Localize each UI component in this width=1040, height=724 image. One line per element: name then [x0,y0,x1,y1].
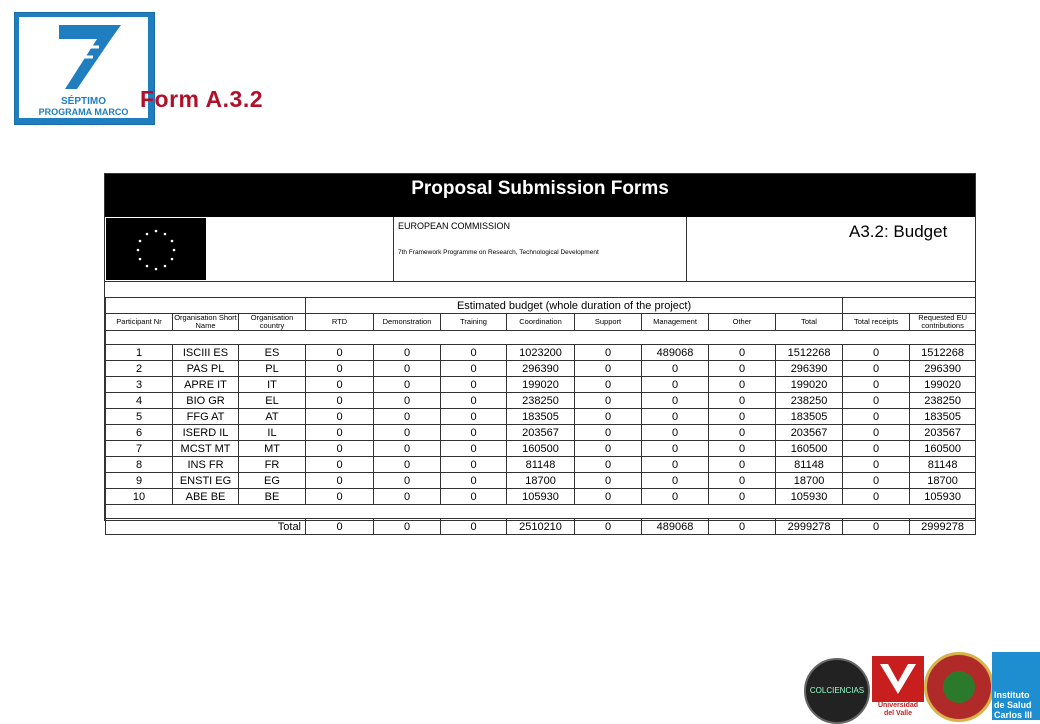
table-cell: IT [239,377,306,393]
isc-line2: de Salud [994,700,1032,710]
col-header: Demonstration [374,314,441,331]
table-cell: 0 [575,441,642,457]
table-cell: 18700 [910,473,976,489]
totals-row [106,519,976,535]
table-cell: 0 [441,377,507,393]
table-cell: 0 [441,441,507,457]
table-cell: 0 [709,489,776,505]
table-cell: 203567 [776,425,843,441]
table-cell: 296390 [910,361,976,377]
col-header: RTD [306,314,374,331]
table-cell: 4 [106,393,173,409]
table-cell: 0 [642,361,709,377]
table-cell: EL [239,393,306,409]
table-cell: 160500 [507,441,575,457]
table-cell: PAS PL [173,361,239,377]
table-cell: 105930 [776,489,843,505]
table-cell: 105930 [910,489,976,505]
table-cell: MCST MT [173,441,239,457]
budget-table [105,297,976,535]
table-row [106,457,976,473]
table-cell: 296390 [776,361,843,377]
univalle-line2: del Valle [883,710,913,717]
isc-line1: Instituto [994,690,1030,700]
table-cell: ABE BE [173,489,239,505]
table-row [106,409,976,425]
table-cell: 0 [374,377,441,393]
col-header: Total [776,314,843,331]
table-cell: 81148 [910,457,976,473]
table-cell: 0 [374,425,441,441]
univalle-text [868,702,928,718]
fp7-logo [14,12,155,125]
table-cell: 0 [843,361,910,377]
table-cell: 0 [306,473,374,489]
table-cell: 8 [106,457,173,473]
table-cell: 0 [374,473,441,489]
table-cell: 0 [306,377,374,393]
table-cell: 81148 [776,457,843,473]
table-row [106,473,976,489]
budget-title: A3.2: Budget [849,222,948,241]
table-cell: 18700 [507,473,575,489]
table-cell: 183505 [776,409,843,425]
col-header: Organisation country [239,314,306,331]
table-cell: 105930 [507,489,575,505]
total-cell: 489068 [642,519,709,535]
table-cell: 18700 [776,473,843,489]
table-cell: 0 [642,441,709,457]
table-cell: AT [239,409,306,425]
col-header: Participant Nr [106,314,173,331]
table-cell: 0 [306,409,374,425]
table-row [106,377,976,393]
table-cell: 10 [106,489,173,505]
table-cell: 0 [843,489,910,505]
estimated-budget-label: Estimated budget (whole duration of the project) [306,298,843,314]
table-row [106,345,976,361]
partner-logos [800,650,1040,720]
table-cell: 0 [441,361,507,377]
ec-info-box [393,217,687,281]
eu-flag-icon [106,218,206,280]
colciencias-logo: COLCIENCIAS [804,658,870,724]
table-cell: 7 [106,441,173,457]
table-cell: MT [239,441,306,457]
table-cell: 0 [642,457,709,473]
univalle-line1: Universidad [877,702,919,709]
table-cell: 0 [709,425,776,441]
table-cell: 0 [441,393,507,409]
table-cell: 0 [441,489,507,505]
table-cell: 0 [843,425,910,441]
table-cell: 1 [106,345,173,361]
table-cell: 203567 [507,425,575,441]
table-cell: 0 [642,409,709,425]
col-header: Organisation Short Name [174,313,237,330]
table-row [106,489,976,505]
table-cell: 81148 [507,457,575,473]
table-cell: 0 [306,425,374,441]
table-cell: 0 [642,489,709,505]
col-header: Coordination [507,314,575,331]
table-cell: 0 [709,393,776,409]
table-cell: 2 [106,361,173,377]
table-row [106,425,976,441]
divider [105,281,975,282]
table-cell: ES [239,345,306,361]
table-cell: 0 [709,377,776,393]
total-cell: 0 [374,519,441,535]
table-cell: EG [239,473,306,489]
table-cell: 203567 [910,425,976,441]
table-cell: PL [239,361,306,377]
col-header: Management [642,314,709,331]
table-cell: 0 [306,361,374,377]
table-header-row [106,314,976,331]
table-cell: 489068 [642,345,709,361]
table-cell: 9 [106,473,173,489]
col-header: Total receipts [843,314,910,331]
total-cell: 2510210 [507,519,575,535]
table-cell: 0 [441,457,507,473]
table-row [106,441,976,457]
col-header: Support [575,314,642,331]
table-cell: 0 [575,345,642,361]
table-cell: 0 [306,457,374,473]
table-cell: 0 [709,473,776,489]
table-cell: ISCIII ES [173,345,239,361]
isc-line3: Carlos III [994,710,1033,720]
table-cell: 0 [843,409,910,425]
table-cell: 199020 [507,377,575,393]
table-cell: 1512268 [910,345,976,361]
table-cell: 0 [441,345,507,361]
table-cell: 238250 [776,393,843,409]
table-cell: 0 [374,345,441,361]
table-cell: 183505 [910,409,976,425]
table-cell: 3 [106,377,173,393]
table-cell: BIO GR [173,393,239,409]
col-header: Training [441,314,507,331]
table-cell: 0 [642,473,709,489]
table-cell: 183505 [507,409,575,425]
table-cell: 0 [843,345,910,361]
univalle-logo-icon [872,656,924,702]
table-cell: 0 [642,377,709,393]
table-cell: 0 [642,425,709,441]
table-cell: 0 [441,425,507,441]
table-cell: 199020 [910,377,976,393]
table-cell: 0 [642,393,709,409]
table-cell: ISERD IL [173,425,239,441]
form-header: Proposal Submission Forms [105,174,975,217]
table-cell: 0 [575,377,642,393]
table-cell: 0 [843,377,910,393]
logo-line1: SÉPTIMO [60,96,106,107]
table-cell: APRE IT [173,377,239,393]
table-row [106,361,976,377]
table-cell: 296390 [507,361,575,377]
table-cell: 0 [709,409,776,425]
table-cell: 0 [374,457,441,473]
ec-line1: EUROPEAN COMMISSION [398,221,511,231]
total-cell: 2999278 [910,519,976,535]
table-cell: 0 [575,425,642,441]
table-cell: 0 [709,345,776,361]
table-cell: 238250 [507,393,575,409]
col-header: Requested EU contributions [910,314,976,331]
table-cell: 1512268 [776,345,843,361]
table-cell: 199020 [776,377,843,393]
table-cell: 160500 [776,441,843,457]
table-cell: 0 [709,441,776,457]
table-cell: 0 [306,345,374,361]
ec-line2: 7th Framework Programme on Research, Technological Development [398,249,599,256]
table-cell: 0 [374,489,441,505]
logo-line2: PROGRAMA MARCO [38,107,129,117]
total-cell: 0 [709,519,776,535]
table-cell: 160500 [910,441,976,457]
table-cell: BE [239,489,306,505]
table-cell: 0 [374,409,441,425]
table-cell: INS FR [173,457,239,473]
table-cell: 1023200 [507,345,575,361]
table-cell: FR [239,457,306,473]
table-cell: 5 [106,409,173,425]
table-cell: 0 [306,441,374,457]
table-cell: 0 [374,393,441,409]
isciii-text [994,690,1032,720]
table-cell: 238250 [910,393,976,409]
seven-logo-icon [19,17,148,95]
table-cell: 0 [709,361,776,377]
table-cell: 0 [575,473,642,489]
table-cell: 0 [575,409,642,425]
table-cell: 0 [306,489,374,505]
university-seal-icon [924,652,994,722]
total-cell: 0 [575,519,642,535]
proposal-form [104,173,976,533]
table-cell: 0 [306,393,374,409]
table-cell: 0 [709,457,776,473]
table-cell: FFG AT [173,409,239,425]
total-cell: 0 [306,519,374,535]
table-cell: 0 [575,489,642,505]
table-cell: 6 [106,425,173,441]
table-cell: 0 [575,457,642,473]
page-title: Form A.3.2 [140,86,264,112]
table-row [106,393,976,409]
table-cell: 0 [843,457,910,473]
table-cell: 0 [575,361,642,377]
table-cell: 0 [374,361,441,377]
table-cell: 0 [441,409,507,425]
table-cell: 0 [843,441,910,457]
col-header: Other [709,314,776,331]
table-cell: 0 [843,473,910,489]
table-cell: 0 [374,441,441,457]
table-cell: 0 [843,393,910,409]
table-cell: 0 [575,393,642,409]
table-cell: 0 [441,473,507,489]
total-cell: 2999278 [776,519,843,535]
total-cell: 0 [441,519,507,535]
table-cell: IL [239,425,306,441]
table-cell: ENSTI EG [173,473,239,489]
total-cell: 0 [843,519,910,535]
total-label: Total [106,519,306,535]
